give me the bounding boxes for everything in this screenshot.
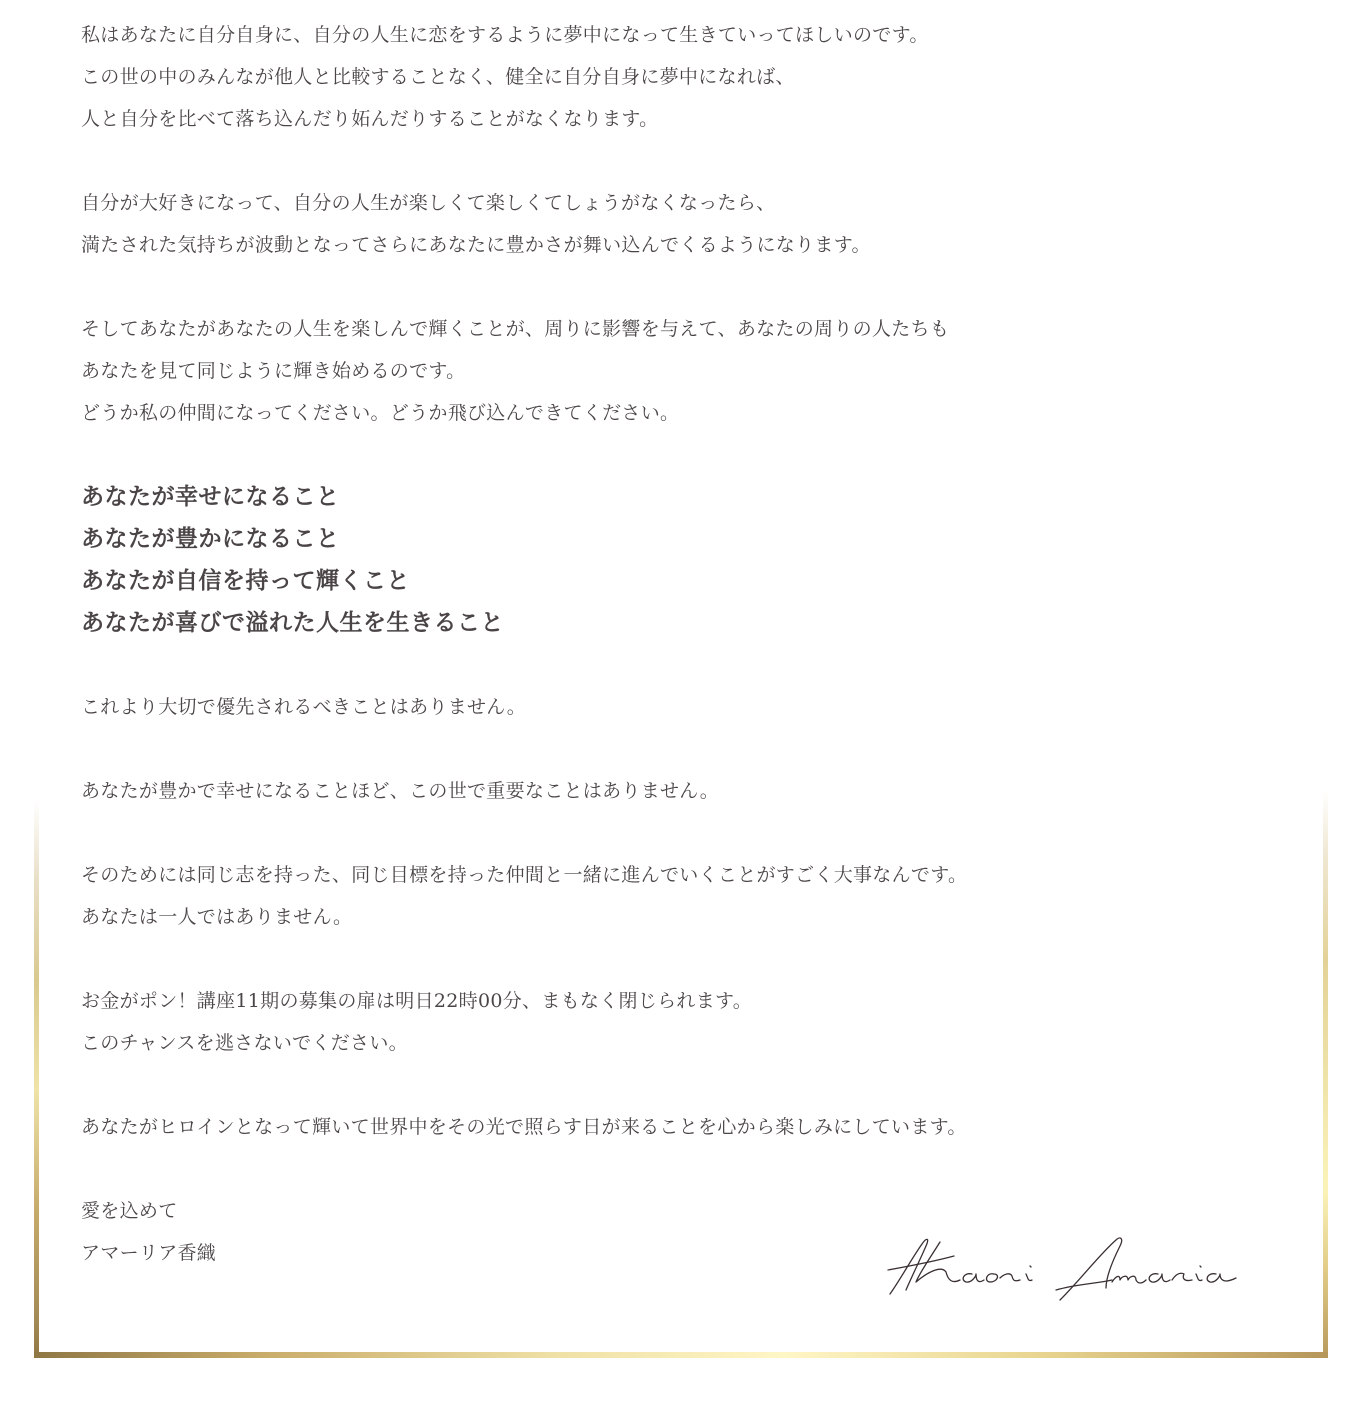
author-name: アマーリア香織 bbox=[81, 1242, 217, 1264]
text-line: あなたを見て同じように輝き始めるのです。 bbox=[81, 360, 466, 382]
emphasis-list bbox=[81, 476, 1241, 644]
emphasis-line: あなたが喜びで溢れた人生を生きること bbox=[81, 609, 504, 636]
frame-right-border bbox=[1323, 0, 1328, 1358]
text-line: 人と自分を比べて落ち込んだり妬んだりすることがなくなります。 bbox=[81, 108, 659, 130]
paragraph-6 bbox=[81, 854, 1241, 938]
paragraph-5 bbox=[81, 770, 1241, 812]
closing-phrase: 愛を込めて bbox=[81, 1200, 178, 1222]
emphasis-line: あなたが幸せになること bbox=[81, 483, 340, 510]
emphasis-line: あなたが自信を持って輝くこと bbox=[81, 567, 410, 594]
text-line: どうか私の仲間になってください。どうか飛び込んできてください。 bbox=[81, 402, 680, 424]
paragraph-4 bbox=[81, 686, 1241, 728]
frame-bottom-border bbox=[34, 1352, 1328, 1358]
text-line: これより大切で優先されるべきことはありません。 bbox=[81, 696, 527, 718]
paragraph-8 bbox=[81, 1106, 1241, 1148]
text-line: このチャンスを逃さないでください。 bbox=[81, 1032, 408, 1054]
text-line: そのためには同じ志を持った、同じ目標を持った仲間と一緒に進んでいくことがすごく大事なんです。 bbox=[81, 864, 968, 886]
emphasis-line: あなたが豊かになること bbox=[81, 525, 340, 552]
letter-body bbox=[81, 14, 1241, 1274]
text-line: あなたが豊かで幸せになることほど、この世で重要なことはありません。 bbox=[81, 780, 720, 802]
text-line: あなたは一人ではありません。 bbox=[81, 906, 353, 928]
text-line: そしてあなたがあなたの人生を楽しんで輝くことが、周りに影響を与えて、あなたの周りの人たちも bbox=[81, 318, 950, 340]
text-line: この世の中のみんなが他人と比較することなく、健全に自分自身に夢中になれば、 bbox=[81, 66, 795, 88]
paragraph-1 bbox=[81, 14, 1241, 140]
text-line: 満たされた気持ちが波動となってさらにあなたに豊かさが舞い込んでくるようになります。 bbox=[81, 234, 871, 256]
paragraph-7 bbox=[81, 980, 1241, 1064]
paragraph-3 bbox=[81, 308, 1241, 434]
paragraph-2 bbox=[81, 182, 1241, 266]
text-line: あなたがヒロインとなって輝いて世界中をその光で照らす日が来ることを心から楽しみにしています。 bbox=[81, 1116, 967, 1138]
text-line: 自分が大好きになって、自分の人生が楽しくて楽しくてしょうがなくなったら、 bbox=[81, 192, 776, 214]
handwritten-signature bbox=[880, 1222, 1280, 1312]
text-line: 私はあなたに自分自身に、自分の人生に恋をするように夢中になって生きていってほしいのです。 bbox=[81, 24, 929, 46]
text-line: お金がポン！講座11期の募集の扉は明日22時00分、まもなく閉じられます。 bbox=[81, 990, 753, 1012]
frame-left-border bbox=[34, 0, 39, 1358]
